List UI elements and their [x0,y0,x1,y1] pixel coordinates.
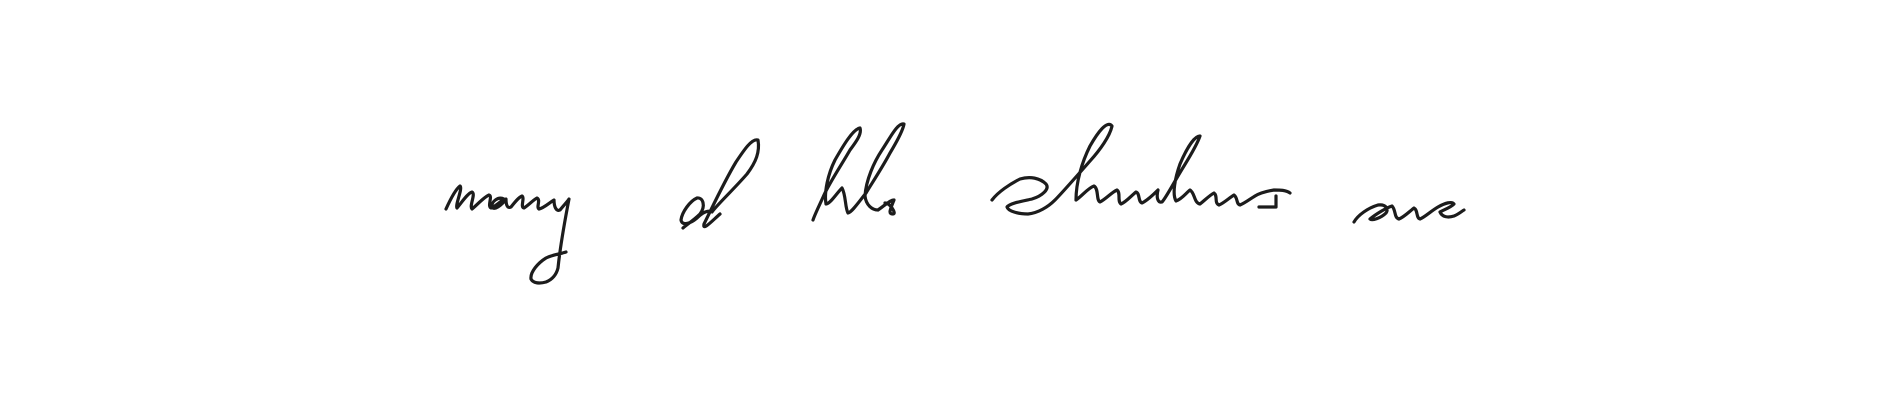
handwritten-word-shadows [992,124,1290,214]
handwritten-word-are [1354,203,1464,222]
handwritten-word-of [681,140,759,228]
handwritten-word-many [446,186,569,283]
handwritten-word-the [813,124,904,220]
